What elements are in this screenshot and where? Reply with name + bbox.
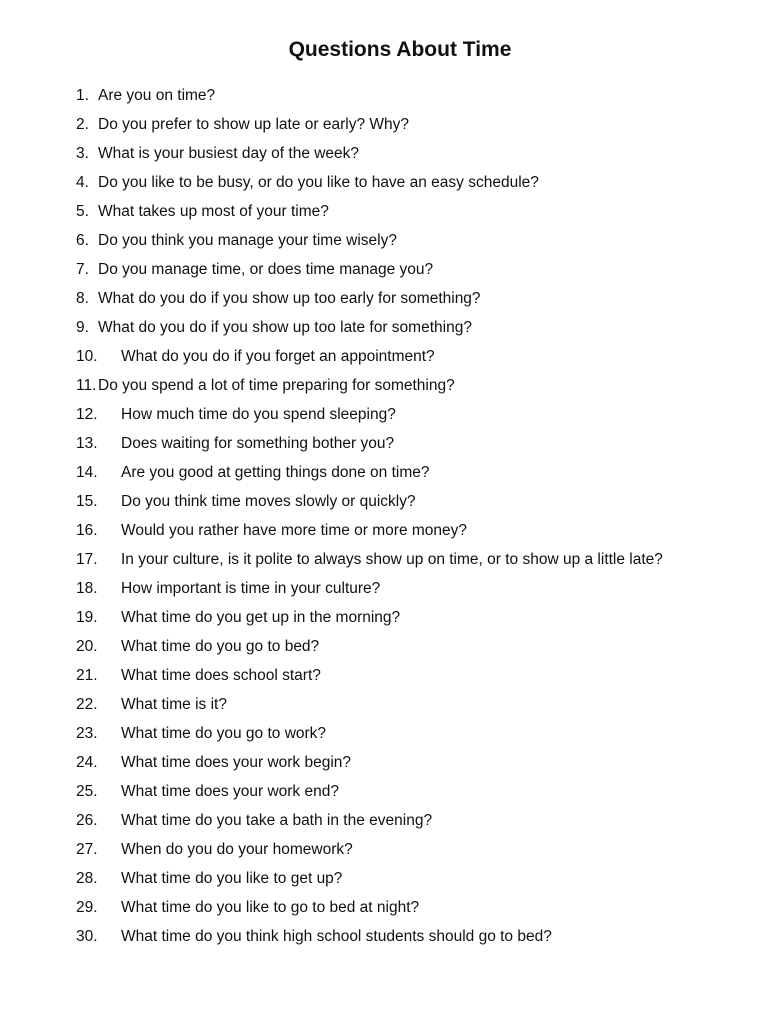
- question-text: How important is time in your culture?: [121, 580, 381, 597]
- question-item: [76, 432, 756, 461]
- question-text: What takes up most of your time?: [98, 203, 329, 220]
- question-number: 18.: [76, 580, 98, 597]
- question-number: 13.: [76, 435, 98, 452]
- question-item: [76, 780, 756, 809]
- question-text: Do you prefer to show up late or early? Why?: [98, 116, 410, 133]
- question-text: How much time do you spend sleeping?: [121, 406, 396, 423]
- question-number: 29.: [76, 899, 98, 916]
- question-number: 28.: [76, 870, 98, 887]
- question-text: What time do you take a bath in the evening?: [121, 812, 433, 829]
- question-item: [76, 577, 756, 606]
- question-list: [76, 84, 756, 954]
- question-item: [76, 606, 756, 635]
- question-item: [76, 548, 756, 577]
- question-item: [76, 113, 756, 142]
- question-number: 24.: [76, 754, 98, 771]
- question-text: Are you on time?: [98, 87, 216, 104]
- question-number: 25.: [76, 783, 98, 800]
- question-text: What do you do if you show up too late for something?: [98, 319, 472, 336]
- question-item: [76, 374, 756, 403]
- question-item: [76, 838, 756, 867]
- question-item: [76, 258, 756, 287]
- question-text: Do you think you manage your time wisely?: [98, 232, 397, 249]
- question-item: [76, 867, 756, 896]
- question-text: Do you think time moves slowly or quickly?: [121, 493, 416, 510]
- question-item: [76, 635, 756, 664]
- question-number: 1.: [76, 87, 89, 104]
- question-text: What do you do if you show up too early for something?: [98, 290, 481, 307]
- question-text: What time do you get up in the morning?: [121, 609, 401, 626]
- question-item: [76, 809, 756, 838]
- question-item: [76, 287, 756, 316]
- question-number: 9.: [76, 319, 89, 336]
- question-text: What do you do if you forget an appointment?: [121, 348, 435, 365]
- question-text: Would you rather have more time or more money?: [121, 522, 468, 539]
- question-number: 6.: [76, 232, 89, 249]
- question-number: 14.: [76, 464, 98, 481]
- question-number: 7.: [76, 261, 89, 278]
- question-item: [76, 345, 756, 374]
- question-number: 21.: [76, 667, 98, 684]
- question-number: 8.: [76, 290, 89, 307]
- question-number: 4.: [76, 174, 89, 191]
- document-title: Questions About Time: [288, 38, 512, 61]
- question-item: [76, 490, 756, 519]
- question-text: In your culture, is it polite to always show up on time, or to show up a little late?: [121, 551, 663, 568]
- question-text: What time do you like to get up?: [121, 870, 343, 887]
- question-number: 19.: [76, 609, 98, 626]
- question-number: 2.: [76, 116, 89, 133]
- question-item: [76, 925, 756, 954]
- question-item: [76, 84, 756, 113]
- question-text: Do you manage time, or does time manage you?: [98, 261, 434, 278]
- question-text: Does waiting for something bother you?: [121, 435, 395, 452]
- question-number: 20.: [76, 638, 98, 655]
- question-item: [76, 171, 756, 200]
- question-text: What time do you go to bed?: [121, 638, 320, 655]
- question-text: What time do you go to work?: [121, 725, 327, 742]
- question-number: 12.: [76, 406, 98, 423]
- question-text: What is your busiest day of the week?: [98, 145, 360, 162]
- question-number: 5.: [76, 203, 89, 220]
- question-number: 26.: [76, 812, 98, 829]
- question-text: What time is it?: [121, 696, 227, 713]
- question-item: [76, 229, 756, 258]
- question-item: [76, 693, 756, 722]
- question-number: 11.: [76, 377, 97, 394]
- question-number: 30.: [76, 928, 98, 945]
- question-text: What time do you think high school students should go to bed?: [121, 928, 552, 945]
- question-text: Are you good at getting things done on time?: [121, 464, 430, 481]
- question-item: [76, 200, 756, 229]
- question-item: [76, 519, 756, 548]
- question-number: 17.: [76, 551, 98, 568]
- question-text: When do you do your homework?: [121, 841, 353, 858]
- question-text: What time does your work begin?: [121, 754, 352, 771]
- question-text: Do you like to be busy, or do you like to have an easy schedule?: [98, 174, 539, 191]
- question-item: [76, 461, 756, 490]
- question-item: [76, 896, 756, 925]
- question-number: 15.: [76, 493, 98, 510]
- question-item: [76, 403, 756, 432]
- question-item: [76, 722, 756, 751]
- question-number: 16.: [76, 522, 98, 539]
- question-text: Do you spend a lot of time preparing for something?: [98, 377, 455, 394]
- question-text: What time do you like to go to bed at night?: [121, 899, 420, 916]
- question-text: What time does your work end?: [121, 783, 339, 800]
- question-item: [76, 142, 756, 171]
- question-text: What time does school start?: [121, 667, 321, 684]
- question-number: 27.: [76, 841, 98, 858]
- question-item: [76, 751, 756, 780]
- question-number: 10.: [76, 348, 98, 365]
- question-number: 23.: [76, 725, 98, 742]
- question-number: 22.: [76, 696, 98, 713]
- question-item: [76, 316, 756, 345]
- question-item: [76, 664, 756, 693]
- question-number: 3.: [76, 145, 89, 162]
